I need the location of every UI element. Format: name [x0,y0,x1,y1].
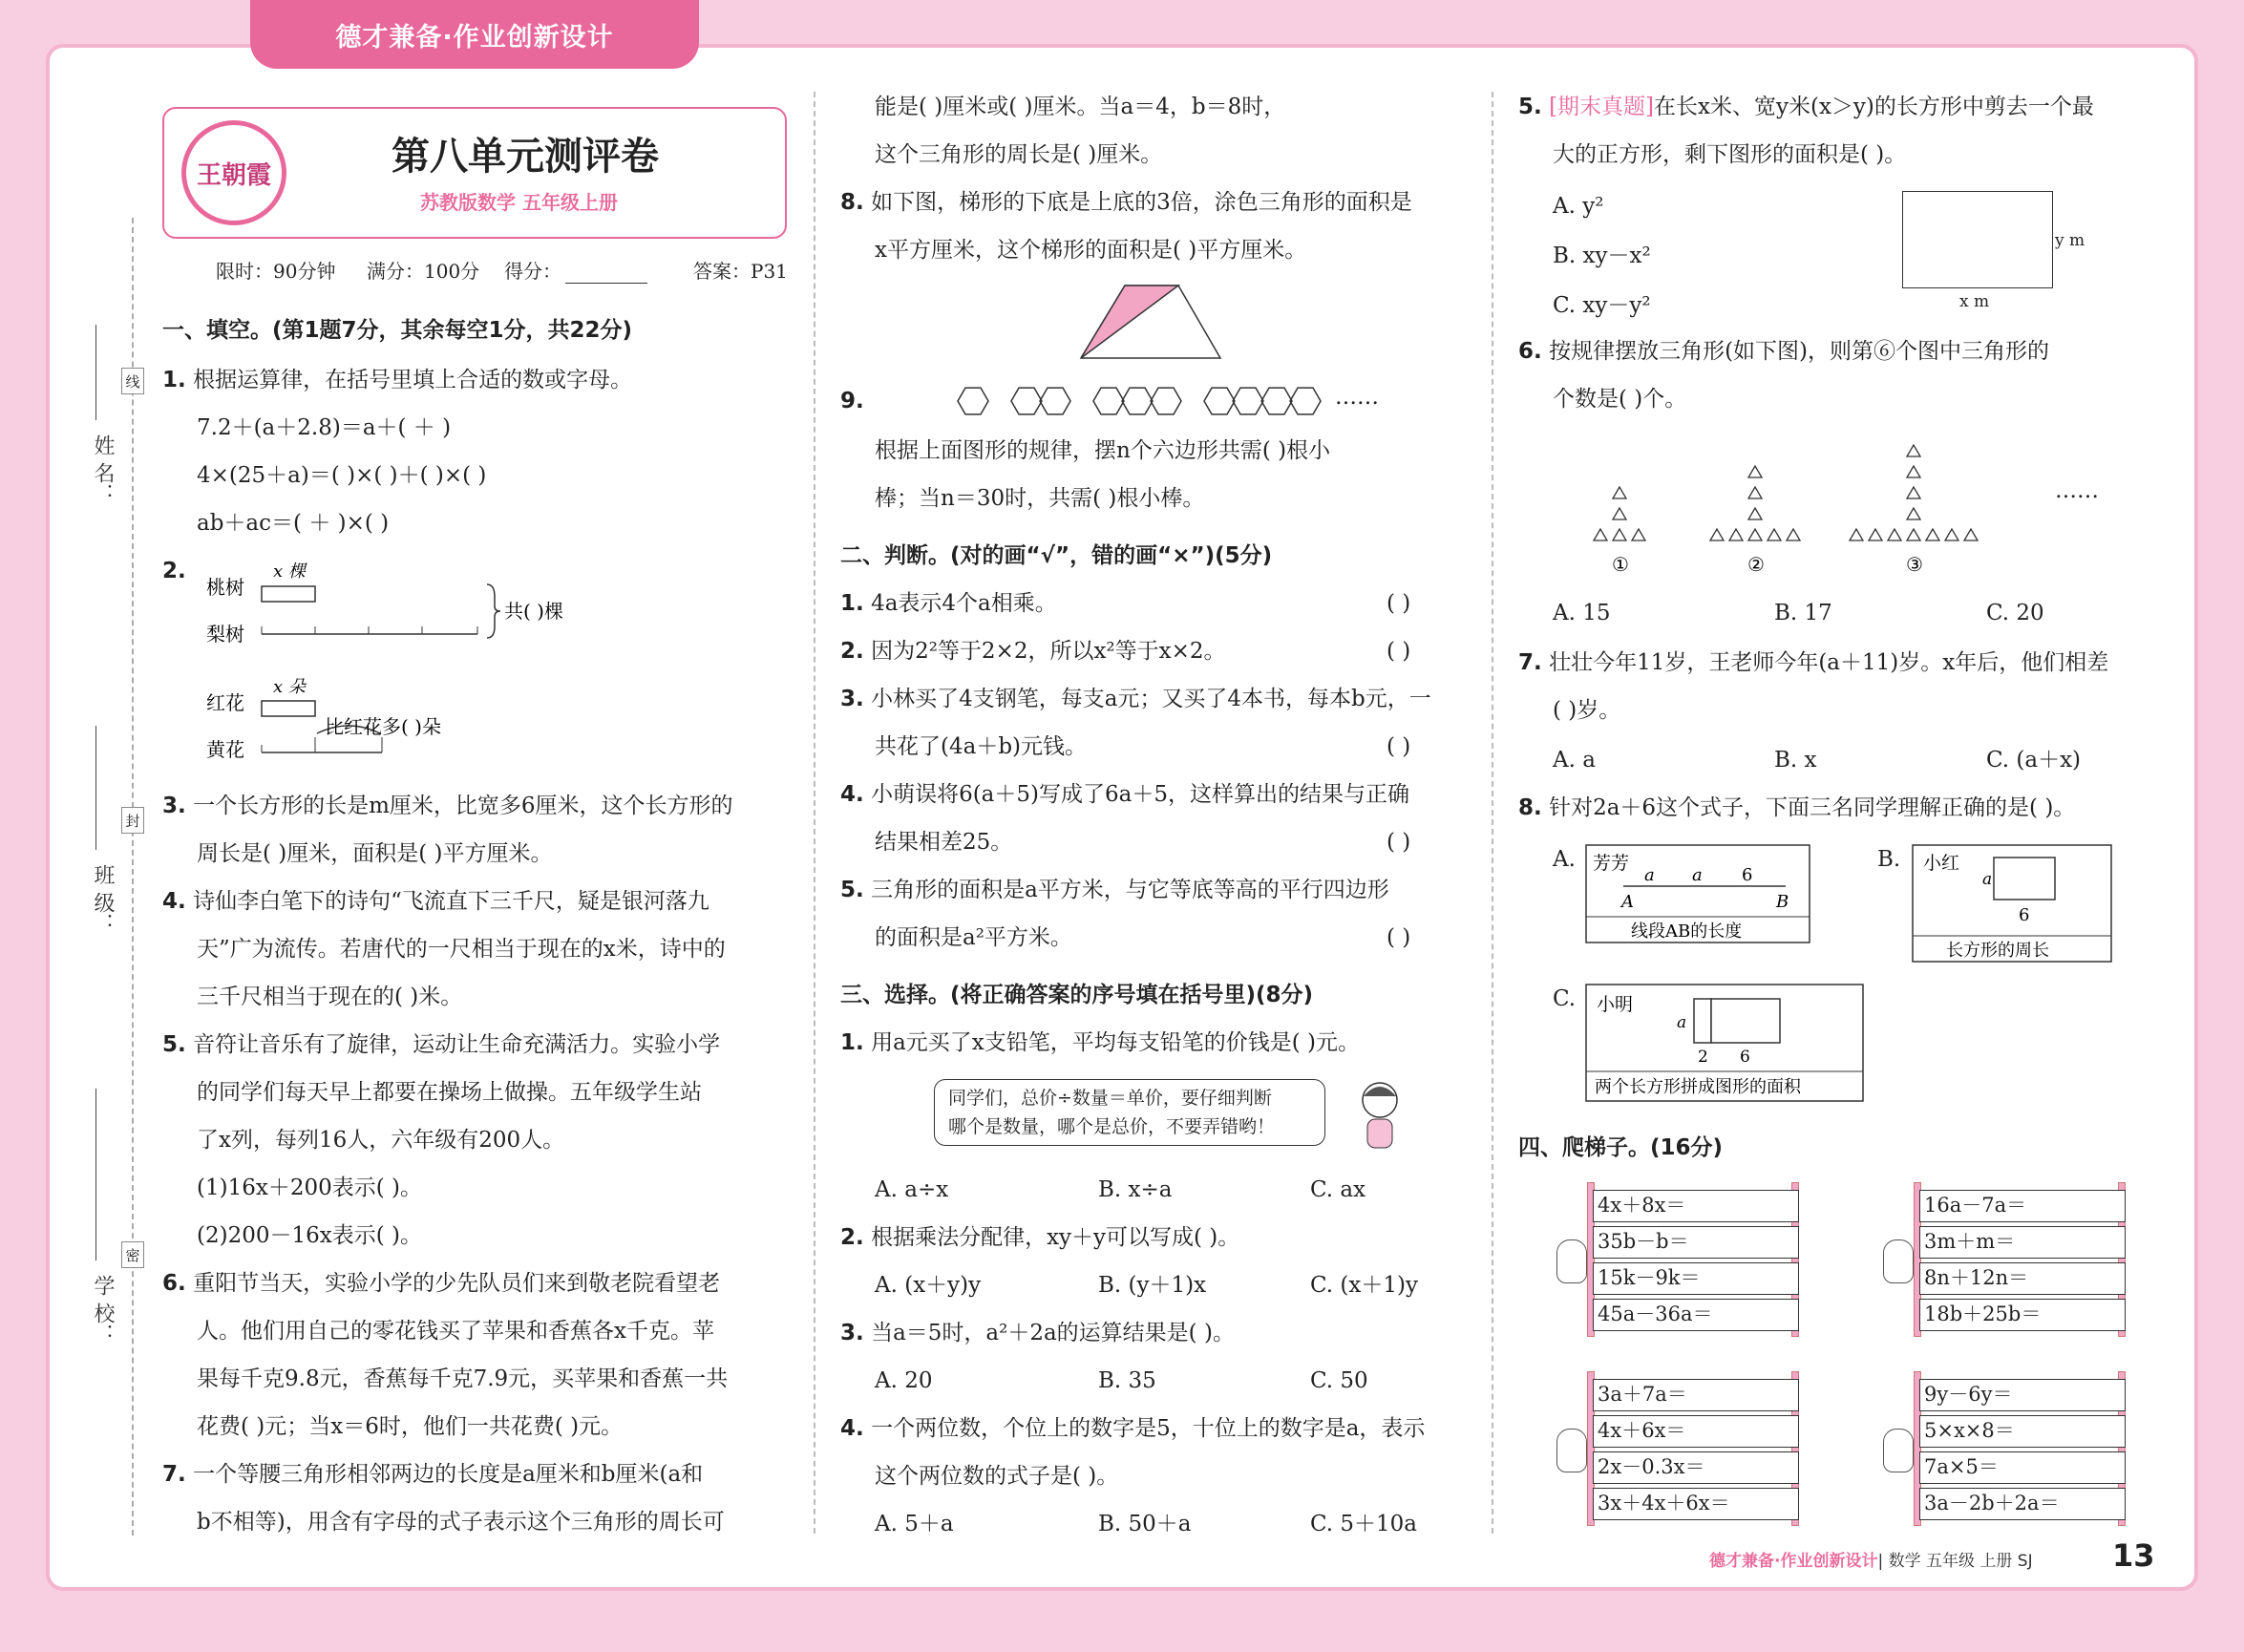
xiaohong-caption: 长方形的周长 [1946,941,2049,961]
ladder-rung[interactable]: 3a＋7a＝ [1593,1379,1799,1411]
judge-2-answer[interactable]: ( ) [1387,639,1411,664]
choice-7-A[interactable]: A. a [1553,748,1596,773]
q8-text: 如下图，梯形的下底是上底的3倍，涂色三角形的面积是 [871,190,1412,215]
judge-5-line-b: 的面积是a²平方米。 [875,925,1072,950]
choice-2-text: 根据乘法分配律，xy＋y可以写成( )。 [871,1225,1240,1250]
side-class-label: 班 级： [91,864,115,934]
ladder-rung[interactable]: 3m＋m＝ [1919,1226,2126,1259]
student-cartoon [1354,1077,1406,1154]
question-7: 7. 一个等腰三角形相邻两边的长度是a厘米和b厘米(a和 [162,1462,704,1487]
judge-5: 5. 三角形的面积是a平方米，与它等底等高的平行四边形 [840,878,1389,902]
section-choice-title: 三、选择。(将正确答案的序号填在括号里)(8分) [840,983,1314,1007]
option-B-figure [1912,844,2112,963]
triangle [1748,508,1762,519]
triangle [1710,529,1724,540]
choice-5: 5. [期末真题]在长x米、宽y米(x＞y)的长方形中剪去一个最 [1518,95,2094,119]
choice-4-text: 一个两位数，个位上的数字是5，十位上的数字是a，表示 [871,1416,1426,1441]
option-C-label[interactable]: C. [1553,986,1577,1011]
q5-text: 音符让音乐有了旋律，运动让生命充满活力。实验小学 [193,1032,721,1057]
question-4: 4. 诗仙李白笔下的诗句“飞流直下三千尺，疑是银河落九 [162,889,709,914]
choice-3-A[interactable]: A. 20 [875,1368,933,1393]
triangle [1613,508,1626,519]
length-label: x m [1959,292,1990,311]
choice-4-A[interactable]: A. 5＋a [875,1512,954,1536]
choice-8[interactable]: 8. 针对2a＋6这个式子，下面三名同学理解正确的是( )。 [1518,795,2076,820]
side-school-label: 学 校： [91,1275,115,1345]
red-bar [262,701,315,716]
svg-text:6: 6 [1740,1048,1750,1067]
judge-4: 4. 小萌误将6(a＋5)写成了6a＋5，这样算出的结果与正确 [840,782,1409,807]
q6-line-d[interactable]: 花费( )元；当x＝6时，他们一共花费( )元。 [197,1414,624,1439]
q6-text: 重阳节当天，实验小学的少先队员们来到敬老院看望老 [193,1271,721,1296]
hexagon [1204,388,1235,414]
full-score: 满分：100分 [367,260,480,283]
choice-1-A[interactable]: A. a÷x [875,1177,949,1202]
class-blank[interactable] [95,726,96,850]
choice-2-B[interactable]: B. (y＋1)x [1098,1273,1207,1298]
page-subtitle: 苏教版数学 五年级上册 [420,191,618,214]
hexagon [1011,388,1042,414]
svg-text:a: a [1692,865,1703,885]
choice-6-line-b[interactable]: 个数是( )个。 [1553,387,1687,412]
triangle-pattern [1585,437,2024,581]
binding-line [132,218,134,1536]
choice-7: 7. 壮壮今年11岁，王老师今年(a＋11)岁。x年后，他们相差 [1518,650,2109,675]
judge-5-text: 三角形的面积是a平方米，与它等底等高的平行四边形 [871,878,1389,902]
option-A-label[interactable]: A. [1553,847,1576,872]
judge-1-answer[interactable]: ( ) [1387,591,1411,616]
fangfang-name: 芳芳 [1593,853,1630,874]
q7-text: 一个等腰三角形相邻两边的长度是a厘米和b厘米(a和 [193,1462,704,1487]
monkey-icon [1556,1239,1587,1283]
xiaoming-caption: 两个长方形拼成图形的面积 [1595,1077,1801,1097]
triangle [1907,529,1920,540]
monkey-icon [1883,1429,1914,1472]
q9-line-a[interactable]: 根据上面图形的规律，摆n个六边形共需( )根小 [875,438,1331,463]
ladder-1 [1566,1182,1805,1335]
seal-mark-seal: 封 [121,807,144,834]
q2-bar-diagram [191,554,726,773]
judge-1-text: 4a表示4个a相乘。 [871,591,1057,616]
ladder-3 [1566,1371,1805,1524]
triangle [1907,487,1920,498]
q7-line-d[interactable]: 这个三角形的周长是( )厘米。 [875,142,1163,167]
triangle [1907,466,1920,477]
peach-label: 桃树 [206,576,244,599]
ladder-rung[interactable]: 4x＋8x＝ [1593,1190,1799,1222]
choice-2[interactable]: 2. 根据乘法分配律，xy＋y可以写成( )。 [840,1225,1240,1250]
ladder-rung[interactable]: 3a－2b＋2a＝ [1919,1488,2126,1520]
ladder-rung[interactable]: 4x＋6x＝ [1593,1415,1799,1448]
choice-7-C[interactable]: C. (a＋x) [1986,748,2082,773]
judge-2-text: 因为2²等于2×2，所以x²等于x×2。 [871,639,1226,664]
choice-3-B[interactable]: B. 35 [1098,1368,1156,1393]
score-label: 得分： [504,260,561,283]
monkey-icon [1883,1239,1914,1283]
choice-5-A[interactable]: A. y² [1553,194,1604,219]
peach-bar [262,586,315,602]
more-label: 比红花多( )朵 [325,715,441,738]
q4-line-c[interactable]: 三千尺相当于现在的( )米。 [197,985,463,1009]
pear-label: 梨树 [206,623,244,646]
triangle [1945,529,1958,540]
column-divider [1492,92,1493,1534]
choice-5-B[interactable]: B. xy－x² [1553,244,1651,268]
q4-text: 诗仙李白笔下的诗句“飞流直下三千尺，疑是银河落九 [193,889,709,914]
option-A-figure [1585,844,1810,943]
choice-4-C[interactable]: C. 5＋10a [1310,1512,1418,1536]
seal-mark-secret: 密 [121,1241,144,1268]
triangle [1613,487,1626,498]
q3-line-b[interactable]: 周长是( )厘米，面积是( )平方厘米。 [197,841,553,866]
q7-line-b: b不相等)，用含有字母的式子表示这个三角形的周长可 [197,1510,725,1535]
triangle [1748,487,1762,498]
triangle [1907,445,1920,456]
ladder-rung[interactable]: 9y－6y＝ [1919,1379,2126,1411]
hexagon [958,388,988,414]
q1-text: 根据运算律，在括号里填上合适的数或字母。 [193,368,633,392]
svg-text:a: a [1677,1013,1687,1032]
figure-1-label: ① [1612,553,1629,576]
triangle [1869,529,1882,540]
triangle [1748,529,1762,540]
ladder-rung[interactable]: 15k－9k＝ [1593,1262,1799,1295]
q5-line-c: 了x列，每列16人，六年级有200人。 [197,1128,565,1153]
triangle [1907,508,1920,519]
option-B-label[interactable]: B. [1877,847,1901,872]
ladder-rung[interactable]: 16a－7a＝ [1919,1190,2126,1222]
hexagon [1261,388,1292,414]
judge-2: 2. 因为2²等于2×2，所以x²等于x×2。 [840,639,1226,664]
triangle [1926,529,1939,540]
footer-info: | 数学 五年级 上册 SJ [1877,1552,2033,1571]
total-brace [487,584,500,638]
fangfang-caption: 线段AB的长度 [1631,921,1743,942]
page-title: 第八单元测评卷 [392,135,659,179]
page-number: 13 [2112,1537,2155,1574]
q3-text: 一个长方形的长是m厘米，比宽多6厘米，这个长方形的 [193,794,733,818]
column-divider [814,92,815,1534]
footer-brand: 德才兼备·作业创新设计 [1709,1552,1878,1571]
side-name-label: 姓 名： [91,434,115,504]
hint-speech-bubble [934,1079,1325,1146]
hint-line-1: 同学们，总价÷数量＝单价，要仔细判断 [948,1088,1272,1109]
time-limit: 限时：90分钟 [216,260,336,283]
judge-1: 1. 4a表示4个a相乘。 [840,591,1057,616]
name-blank[interactable] [95,325,96,420]
triangle [1594,529,1607,540]
svg-text:a: a [1982,870,1993,889]
q9-line-b[interactable]: 棒；当n＝30时，共需( )根小棒。 [875,486,1205,511]
x-flowers-label: x 朵 [273,677,306,697]
ladder-2 [1893,1182,2131,1335]
choice-3-text: 当a＝5时，a²＋2a的运算结果是( )。 [871,1321,1235,1345]
option-C-figure [1585,984,1864,1102]
question-5: 5. 音符让音乐有了旋律，运动让生命充满活力。实验小学 [162,1032,721,1057]
ladder-4 [1893,1371,2131,1524]
ladder-rung[interactable]: 3x＋4x＋6x＝ [1593,1488,1799,1520]
section-ladder-title: 四、爬梯子。(16分) [1518,1135,1724,1160]
judge-4-text: 小萌误将6(a＋5)写成了6a＋5，这样算出的结果与正确 [871,782,1409,807]
brand-logo: 王朝霞 [181,120,286,225]
ladder-rung[interactable]: 18b＋25b＝ [1919,1299,2126,1331]
hexagon [1122,388,1153,414]
choice-6-A[interactable]: A. 15 [1553,601,1611,625]
ladder-rung[interactable]: 7a×5＝ [1919,1451,2126,1484]
choice-6-B[interactable]: B. 17 [1774,601,1832,625]
question-6: 6. 重阳节当天，实验小学的少先队员们来到敬老院看望老 [162,1271,721,1296]
seal-mark-line: 线 [121,368,144,394]
question-8: 8. 如下图，梯形的下底是上底的3倍，涂色三角形的面积是 [840,190,1412,215]
question-3: 3. 一个长方形的长是m厘米，比宽多6厘米，这个长方形的 [162,794,733,818]
choice-7-B[interactable]: B. x [1774,748,1817,773]
q8-line-b[interactable]: x平方厘米，这个梯形的面积是( )平方厘米。 [875,238,1307,263]
choice-5-C[interactable]: C. xy－y² [1553,293,1651,318]
choice-7-text: 壮壮今年11岁，王老师今年(a＋11)岁。x年后，他们相差 [1549,650,2109,675]
ladder-rung[interactable]: 8n＋12n＝ [1919,1262,2126,1295]
triangle [1613,529,1626,540]
hexagon [1040,388,1070,414]
ladder-rung[interactable]: 35b－b＝ [1593,1226,1799,1259]
xiaoming-name: 小明 [1597,994,1634,1015]
triangle [1748,466,1762,477]
judge-3-line-b: 共花了(4a＋b)元钱。 [875,734,1088,759]
q9-dots: …… [1335,385,1379,410]
hexagon [1290,388,1321,414]
triangle [1729,529,1743,540]
triangle [1787,529,1800,540]
judge-3: 3. 小林买了4支钢笔，每支a元；又买了4本书，每本b元，一 [840,687,1431,711]
ladder-rung[interactable]: 45a－36a＝ [1593,1299,1799,1331]
q2-number: 2. [162,559,186,583]
triangle [1768,529,1781,540]
judge-3-text: 小林买了4支钢笔，每支a元；又买了4本书，每本b元，一 [871,687,1431,711]
svg-text:6: 6 [2019,905,2030,925]
judge-5-answer[interactable]: ( ) [1387,925,1411,950]
svg-text:a: a [1644,865,1655,885]
choice-3-C[interactable]: C. 50 [1310,1368,1368,1393]
choice-2-C[interactable]: C. (x＋1)y [1310,1273,1418,1298]
xiaohong-name: 小红 [1923,853,1960,874]
school-blank[interactable] [95,1089,96,1260]
score-blank[interactable] [565,283,647,284]
choice-7-line-b[interactable]: ( )岁。 [1553,698,1621,723]
choice-5-line-b[interactable]: 大的正方形，剩下图形的面积是( )。 [1553,142,1907,167]
choice-1-text: 用a元买了x支铅笔，平均每支铅笔的价钱是( )元。 [871,1030,1361,1055]
choice-3[interactable]: 3. 当a＝5时，a²＋2a的运算结果是( )。 [840,1321,1235,1345]
hexagon [1233,388,1263,414]
monkey-icon [1556,1429,1587,1472]
q5-sub-1[interactable]: (1)16x＋200表示( )。 [197,1175,422,1200]
choice-6-C[interactable]: C. 20 [1986,601,2044,625]
trapezoid-figure [1079,282,1222,362]
total-label: 共( )棵 [504,600,563,623]
q5-sub-2[interactable]: (2)200－16x表示( )。 [197,1223,422,1248]
q1-line-a[interactable]: 7.2＋(a＋2.8)＝a＋( ＋ ) [197,415,452,440]
triangle [1632,529,1645,540]
pattern-dots: …… [2055,478,2099,503]
q1-line-c[interactable]: ab＋ac＝( ＋ )×( ) [197,511,390,536]
choice-1-B[interactable]: B. x÷a [1098,1177,1173,1202]
q5-line-b: 的同学们每天早上都要在操场上做操。五年级学生站 [197,1080,702,1105]
triangle [1850,529,1863,540]
ladder-rung[interactable]: 5×x×8＝ [1919,1415,2126,1448]
svg-text:2: 2 [1698,1048,1708,1067]
choice-4-B[interactable]: B. 50＋a [1098,1512,1192,1536]
svg-text:B: B [1776,892,1789,912]
section-fill-title: 一、填空。(第1题7分，其余每空1分，共22分) [162,318,633,343]
title-box [162,107,787,239]
q4-line-b: 天”广为流传。若唐代的一尺相当于现在的x米，诗中的 [197,937,726,962]
yellow-flower-label: 黄花 [206,738,244,761]
section-judge-title: 二、判断。(对的画“√”，错的画“×”)(5分) [840,543,1273,568]
choice-4: 4. 一个两位数，个位上的数字是5，十位上的数字是a，表示 [840,1416,1426,1441]
judge-3-answer[interactable]: ( ) [1387,734,1411,759]
svg-text:A: A [1621,892,1634,912]
rectangle-figure [1902,191,2053,288]
choice-5-text: 在长x米、宽y米(x＞y)的长方形中剪去一个最 [1654,95,2094,119]
figure-3-label: ③ [1906,553,1923,576]
choice-8-text: 针对2a＋6这个式子，下面三名同学理解正确的是( )。 [1549,795,2076,820]
choice-6-text: 按规律摆放三角形(如下图)，则第⑥个图中三角形的 [1549,339,2050,364]
hint-line-2: 哪个是数量，哪个是总价，不要弄错哟！ [948,1116,1276,1137]
q6-line-c: 果每千克9.8元，香蕉每千克7.9元，买苹果和香蕉一共 [197,1366,729,1391]
judge-4-line-b: 结果相差25。 [875,830,1013,855]
judge-4-answer[interactable]: ( ) [1387,830,1411,855]
choice-2-A[interactable]: A. (x＋y)y [875,1273,982,1298]
footer [1709,1547,2033,1571]
question-1: 1. 根据运算律，在括号里填上合适的数或字母。 [162,368,633,392]
choice-1-C[interactable]: C. ax [1310,1177,1366,1202]
q6-line-b: 人。他们用自己的零花钱买了苹果和香蕉各x千克。苹 [197,1319,714,1344]
choice-6: 6. 按规律摆放三角形(如下图)，则第⑥个图中三角形的 [1518,339,2050,364]
answer-ref: 答案：P31 [693,260,788,283]
q7-line-c[interactable]: 能是( )厘米或( )厘米。当a＝4，b＝8时， [875,95,1286,119]
exam-tag: [期末真题] [1549,95,1655,119]
figure-2-label: ② [1747,553,1765,576]
svg-text:6: 6 [1742,865,1753,885]
choice-4-line-b[interactable]: 这个两位数的式子是( )。 [875,1464,1119,1489]
q1-line-b[interactable]: 4×(25＋a)＝( )×( )＋( )×( ) [197,463,487,488]
header-tab: 德才兼备·作业创新设计 [250,0,699,69]
ladder-rung[interactable]: 2x－0.3x＝ [1593,1451,1799,1484]
width-label: y m [2055,231,2085,250]
q9-number: 9. [840,389,864,413]
triangle [1888,529,1901,540]
triangle [1964,529,1978,540]
x-trees-label: x 棵 [273,561,306,582]
hexagon-pattern [955,380,1356,422]
choice-1[interactable]: 1. 用a元买了x支铅笔，平均每支铅笔的价钱是( )元。 [840,1030,1361,1055]
hexagon [1093,388,1124,414]
hexagon [1151,388,1181,414]
red-flower-label: 红花 [206,691,244,714]
